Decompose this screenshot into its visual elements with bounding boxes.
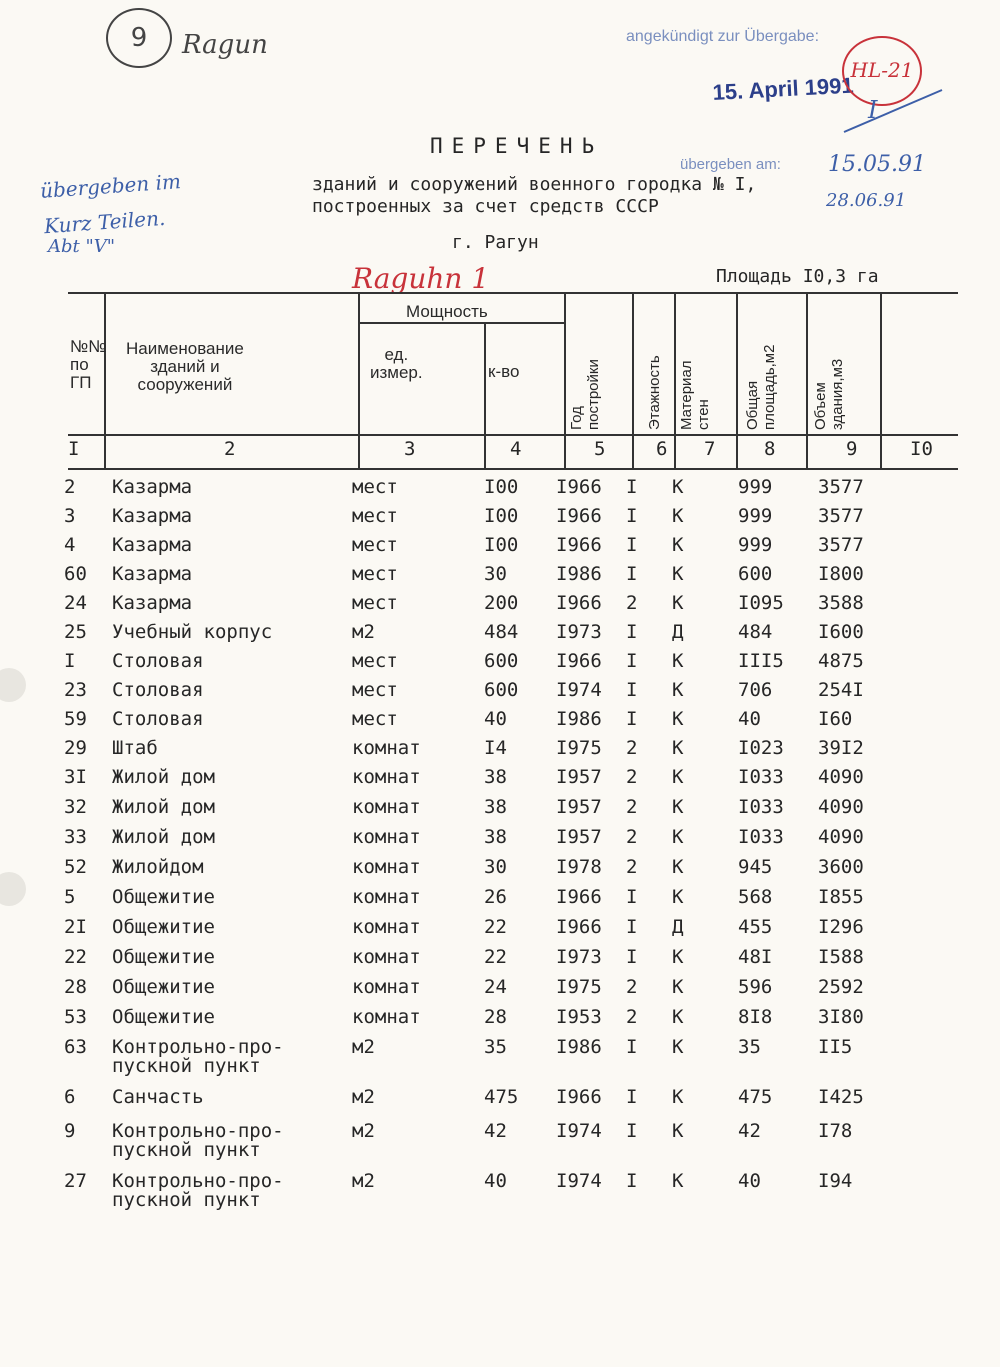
row-unit: комнат	[352, 796, 421, 818]
row-material: К	[672, 1006, 684, 1028]
table-row	[0, 946, 1000, 976]
circle-number: 9	[106, 8, 172, 68]
row-area: 455	[738, 916, 773, 938]
row-area: 42	[738, 1120, 761, 1142]
row-name: Казарма	[112, 534, 193, 556]
row-floors: I	[626, 1170, 638, 1192]
row-volume: 4090	[818, 766, 864, 788]
col-header-capacity: Мощность	[406, 302, 488, 321]
col-header-name: Наименование зданий и сооружений	[126, 339, 244, 394]
row-area: 484	[738, 621, 773, 643]
table-row	[0, 766, 1000, 796]
row-number: 28	[64, 976, 87, 998]
row-unit: м2	[352, 621, 375, 643]
row-name: Казарма	[112, 563, 193, 585]
row-year: I973	[556, 621, 602, 643]
row-qty: 600	[484, 650, 519, 672]
row-qty: 42	[484, 1120, 507, 1142]
row-year: I953	[556, 1006, 602, 1028]
col-header-year: Год постройки	[568, 359, 602, 430]
row-volume: I425	[818, 1086, 864, 1108]
row-floors: I	[626, 708, 638, 730]
row-number: 25	[64, 621, 87, 643]
row-name: Жилой дом	[112, 826, 215, 848]
row-qty: 28	[484, 1006, 507, 1028]
row-floors: 2	[626, 1006, 638, 1028]
table-row	[0, 856, 1000, 886]
row-floors: I	[626, 505, 638, 527]
row-number: 3	[64, 505, 76, 527]
row-material: К	[672, 766, 684, 788]
row-name: Санчасть	[112, 1086, 204, 1108]
row-number: 4	[64, 534, 76, 556]
row-year: I978	[556, 856, 602, 878]
row-name: Контрольно-про-	[112, 1036, 284, 1058]
row-area: I033	[738, 766, 784, 788]
row-year: I957	[556, 766, 602, 788]
row-number: 2	[64, 476, 76, 498]
row-qty: 30	[484, 856, 507, 878]
row-name: пускной пункт	[112, 1189, 261, 1211]
table-row	[0, 534, 1000, 564]
table-row	[0, 708, 1000, 738]
col-header-area: Общая площадь,м2	[744, 344, 778, 430]
table-row	[0, 796, 1000, 826]
row-year: I975	[556, 976, 602, 998]
left-margin-note-1: übergeben im	[39, 169, 182, 203]
place-handwriting: Raguhn 1	[352, 262, 490, 295]
row-unit: мест	[352, 505, 398, 527]
header-bottom-rule	[68, 468, 958, 470]
row-unit: м2	[352, 1086, 375, 1108]
col-header-unit: ед. измер.	[370, 345, 423, 382]
row-qty: 38	[484, 826, 507, 848]
area-total: Площадь I0,3 га	[716, 266, 879, 287]
row-name: Столовая	[112, 679, 204, 701]
row-volume: 39I2	[818, 737, 864, 759]
row-unit: мест	[352, 650, 398, 672]
row-qty: 484	[484, 621, 519, 643]
row-number: 60	[64, 563, 87, 585]
row-name: Столовая	[112, 708, 204, 730]
table-row	[0, 976, 1000, 1006]
strike-line	[838, 80, 948, 140]
handed-over-label: übergeben am:	[680, 156, 781, 173]
row-name: Казарма	[112, 505, 193, 527]
row-volume: 3I80	[818, 1006, 864, 1028]
row-number: 27	[64, 1170, 87, 1192]
row-name: Общежитие	[112, 976, 215, 998]
row-unit: комнат	[352, 886, 421, 908]
row-qty: 35	[484, 1036, 507, 1058]
col-header-material: Материал стен	[678, 360, 712, 430]
row-volume: II5	[818, 1036, 853, 1058]
row-material: К	[672, 796, 684, 818]
capacity-rule	[358, 322, 564, 324]
row-number: I	[64, 650, 76, 672]
handed-over-date-1: 15.05.91	[828, 152, 926, 177]
row-number: 2I	[64, 916, 87, 938]
row-qty: I00	[484, 476, 519, 498]
row-material: К	[672, 563, 684, 585]
row-year: I974	[556, 679, 602, 701]
row-area: I033	[738, 826, 784, 848]
row-name: Общежитие	[112, 946, 215, 968]
row-name: Общежитие	[112, 1006, 215, 1028]
table-row	[0, 1170, 1000, 1211]
row-material: Д	[672, 916, 684, 938]
row-floors: I	[626, 1120, 638, 1142]
row-material: К	[672, 476, 684, 498]
row-floors: I	[626, 621, 638, 643]
row-year: I966	[556, 534, 602, 556]
stamp-announced: angekündigt zur Übergabe:	[626, 28, 820, 45]
row-floors: I	[626, 534, 638, 556]
row-unit: комнат	[352, 916, 421, 938]
table-top-rule	[68, 292, 958, 294]
table-row	[0, 1006, 1000, 1036]
row-unit: м2	[352, 1120, 375, 1142]
row-year: I966	[556, 1086, 602, 1108]
row-number: 53	[64, 1006, 87, 1028]
row-name: пускной пункт	[112, 1055, 261, 1077]
row-material: К	[672, 592, 684, 614]
row-floors: I	[626, 886, 638, 908]
handed-over-date-2: 28.06.91	[826, 190, 907, 211]
row-year: I973	[556, 946, 602, 968]
row-number: 32	[64, 796, 87, 818]
row-year: I986	[556, 563, 602, 585]
subtitle-line-2: построенных за счет средств СССР	[312, 196, 659, 217]
hl-code-circle: HL-21	[842, 36, 922, 106]
table-row	[0, 679, 1000, 709]
row-year: I966	[556, 886, 602, 908]
row-number: 22	[64, 946, 87, 968]
row-name: Общежитие	[112, 916, 215, 938]
row-material: К	[672, 737, 684, 759]
row-volume: 3577	[818, 476, 864, 498]
row-number: 5	[64, 886, 76, 908]
row-year: I966	[556, 916, 602, 938]
row-area: 35	[738, 1036, 761, 1058]
row-volume: I588	[818, 946, 864, 968]
row-year: I957	[556, 826, 602, 848]
row-qty: 200	[484, 592, 519, 614]
row-name: Контрольно-про-	[112, 1170, 284, 1192]
subtitle-line-1: зданий и сооружений военного городка № I,	[312, 174, 757, 195]
row-unit: комнат	[352, 856, 421, 878]
row-qty: 30	[484, 563, 507, 585]
row-volume: 4875	[818, 650, 864, 672]
row-unit: мест	[352, 708, 398, 730]
row-volume: 254I	[818, 679, 864, 701]
row-floors: I	[626, 946, 638, 968]
left-margin-note-2: Kurz Teilen.	[43, 205, 167, 239]
row-name: Жилой дом	[112, 766, 215, 788]
row-floors: 2	[626, 737, 638, 759]
column-index-row: I 2 3 4 5 6 7 8 9 I0	[68, 438, 933, 460]
table-row	[0, 621, 1000, 651]
row-area: I095	[738, 592, 784, 614]
row-floors: 2	[626, 856, 638, 878]
row-unit: комнат	[352, 826, 421, 848]
row-area: 706	[738, 679, 773, 701]
table-row	[0, 563, 1000, 593]
row-qty: 22	[484, 946, 507, 968]
row-volume: I78	[818, 1120, 853, 1142]
row-floors: I	[626, 679, 638, 701]
row-name: Контрольно-про-	[112, 1120, 284, 1142]
row-material: К	[672, 534, 684, 556]
row-qty: 38	[484, 796, 507, 818]
row-qty: 40	[484, 708, 507, 730]
row-number: 52	[64, 856, 87, 878]
row-volume: 3588	[818, 592, 864, 614]
row-material: К	[672, 976, 684, 998]
row-volume: 3600	[818, 856, 864, 878]
row-material: К	[672, 946, 684, 968]
table-row	[0, 1036, 1000, 1077]
row-material: К	[672, 708, 684, 730]
row-floors: 2	[626, 592, 638, 614]
row-year: I974	[556, 1120, 602, 1142]
row-number: 29	[64, 737, 87, 759]
row-area: 999	[738, 505, 773, 527]
row-material: К	[672, 826, 684, 848]
col-header-volume: Объем здания,м3	[812, 358, 846, 430]
row-volume: I600	[818, 621, 864, 643]
row-area: III5	[738, 650, 784, 672]
row-floors: I	[626, 476, 638, 498]
row-year: I974	[556, 1170, 602, 1192]
row-area: 475	[738, 1086, 773, 1108]
row-area: 945	[738, 856, 773, 878]
row-floors: I	[626, 1086, 638, 1108]
row-area: 999	[738, 534, 773, 556]
row-material: К	[672, 1120, 684, 1142]
row-unit: мест	[352, 563, 398, 585]
city: г. Рагун	[452, 232, 539, 253]
row-unit: мест	[352, 534, 398, 556]
row-qty: 22	[484, 916, 507, 938]
row-material: К	[672, 1036, 684, 1058]
row-volume: I800	[818, 563, 864, 585]
row-area: 596	[738, 976, 773, 998]
table-row	[0, 737, 1000, 767]
row-volume: 3577	[818, 534, 864, 556]
row-name: Жилойдом	[112, 856, 204, 878]
row-number: 59	[64, 708, 87, 730]
row-name: Штаб	[112, 737, 158, 759]
row-year: I986	[556, 708, 602, 730]
row-floors: 2	[626, 826, 638, 848]
row-floors: I	[626, 916, 638, 938]
row-unit: м2	[352, 1170, 375, 1192]
row-volume: I855	[818, 886, 864, 908]
row-number: 6	[64, 1086, 76, 1108]
row-number: 23	[64, 679, 87, 701]
table-row	[0, 476, 1000, 506]
row-qty: 24	[484, 976, 507, 998]
row-unit: мест	[352, 679, 398, 701]
left-margin-note-3: Abt "V"	[48, 236, 116, 257]
row-volume: 3577	[818, 505, 864, 527]
row-volume: I94	[818, 1170, 853, 1192]
row-material: К	[672, 505, 684, 527]
row-qty: 475	[484, 1086, 519, 1108]
row-volume: 2592	[818, 976, 864, 998]
row-number: 3I	[64, 766, 87, 788]
row-number: 63	[64, 1036, 87, 1058]
row-volume: I60	[818, 708, 853, 730]
row-name: Столовая	[112, 650, 204, 672]
row-year: I966	[556, 650, 602, 672]
row-unit: комнат	[352, 737, 421, 759]
row-floors: I	[626, 650, 638, 672]
row-unit: комнат	[352, 946, 421, 968]
row-material: К	[672, 1086, 684, 1108]
table-row	[0, 886, 1000, 916]
row-name: Жилой дом	[112, 796, 215, 818]
row-number: 24	[64, 592, 87, 614]
row-unit: комнат	[352, 766, 421, 788]
row-name: Казарма	[112, 592, 193, 614]
row-year: I966	[556, 592, 602, 614]
row-qty: I00	[484, 505, 519, 527]
row-area: 568	[738, 886, 773, 908]
row-unit: комнат	[352, 976, 421, 998]
row-name: пускной пункт	[112, 1139, 261, 1161]
row-area: 600	[738, 563, 773, 585]
row-material: К	[672, 856, 684, 878]
row-name: Общежитие	[112, 886, 215, 908]
row-area: 40	[738, 708, 761, 730]
row-area: 40	[738, 1170, 761, 1192]
row-volume: 4090	[818, 796, 864, 818]
row-volume: I296	[818, 916, 864, 938]
row-qty: 38	[484, 766, 507, 788]
row-unit: мест	[352, 592, 398, 614]
row-area: I033	[738, 796, 784, 818]
row-qty: 26	[484, 886, 507, 908]
table-row	[0, 1120, 1000, 1161]
row-year: I975	[556, 737, 602, 759]
row-name: Казарма	[112, 476, 193, 498]
col-header-qty: к-во	[488, 362, 520, 381]
row-material: К	[672, 886, 684, 908]
row-unit: мест	[352, 476, 398, 498]
row-unit: комнат	[352, 1006, 421, 1028]
col-header-floors: Этажность	[646, 355, 663, 430]
row-number: 33	[64, 826, 87, 848]
row-area: 48I	[738, 946, 773, 968]
row-qty: 40	[484, 1170, 507, 1192]
row-year: I957	[556, 796, 602, 818]
row-material: Д	[672, 621, 684, 643]
table-row	[0, 505, 1000, 535]
row-volume: 4090	[818, 826, 864, 848]
row-material: К	[672, 1170, 684, 1192]
header-index-rule	[68, 434, 958, 436]
row-area: 999	[738, 476, 773, 498]
row-material: К	[672, 679, 684, 701]
stamp-date: 15. April 1991	[712, 72, 855, 105]
row-floors: 2	[626, 766, 638, 788]
row-floors: 2	[626, 976, 638, 998]
row-year: I986	[556, 1036, 602, 1058]
row-area: 8I8	[738, 1006, 773, 1028]
row-unit: м2	[352, 1036, 375, 1058]
row-number: 9	[64, 1120, 76, 1142]
row-floors: 2	[626, 796, 638, 818]
table-row	[0, 916, 1000, 946]
page-title: ПЕРЕЧЕНЬ	[430, 134, 604, 158]
row-year: I966	[556, 505, 602, 527]
row-material: К	[672, 650, 684, 672]
hl-mark: I	[868, 96, 878, 124]
table-row	[0, 1086, 1000, 1116]
row-name: Учебный корпус	[112, 621, 273, 643]
table-row	[0, 592, 1000, 622]
row-qty: 600	[484, 679, 519, 701]
row-qty: I00	[484, 534, 519, 556]
row-floors: I	[626, 563, 638, 585]
row-area: I023	[738, 737, 784, 759]
top-left-handwriting: Ragun	[182, 30, 268, 60]
col-header-num: №№ по ГП	[70, 337, 107, 392]
table-row	[0, 826, 1000, 856]
table-row	[0, 650, 1000, 680]
row-year: I966	[556, 476, 602, 498]
row-floors: I	[626, 1036, 638, 1058]
row-qty: I4	[484, 737, 507, 759]
